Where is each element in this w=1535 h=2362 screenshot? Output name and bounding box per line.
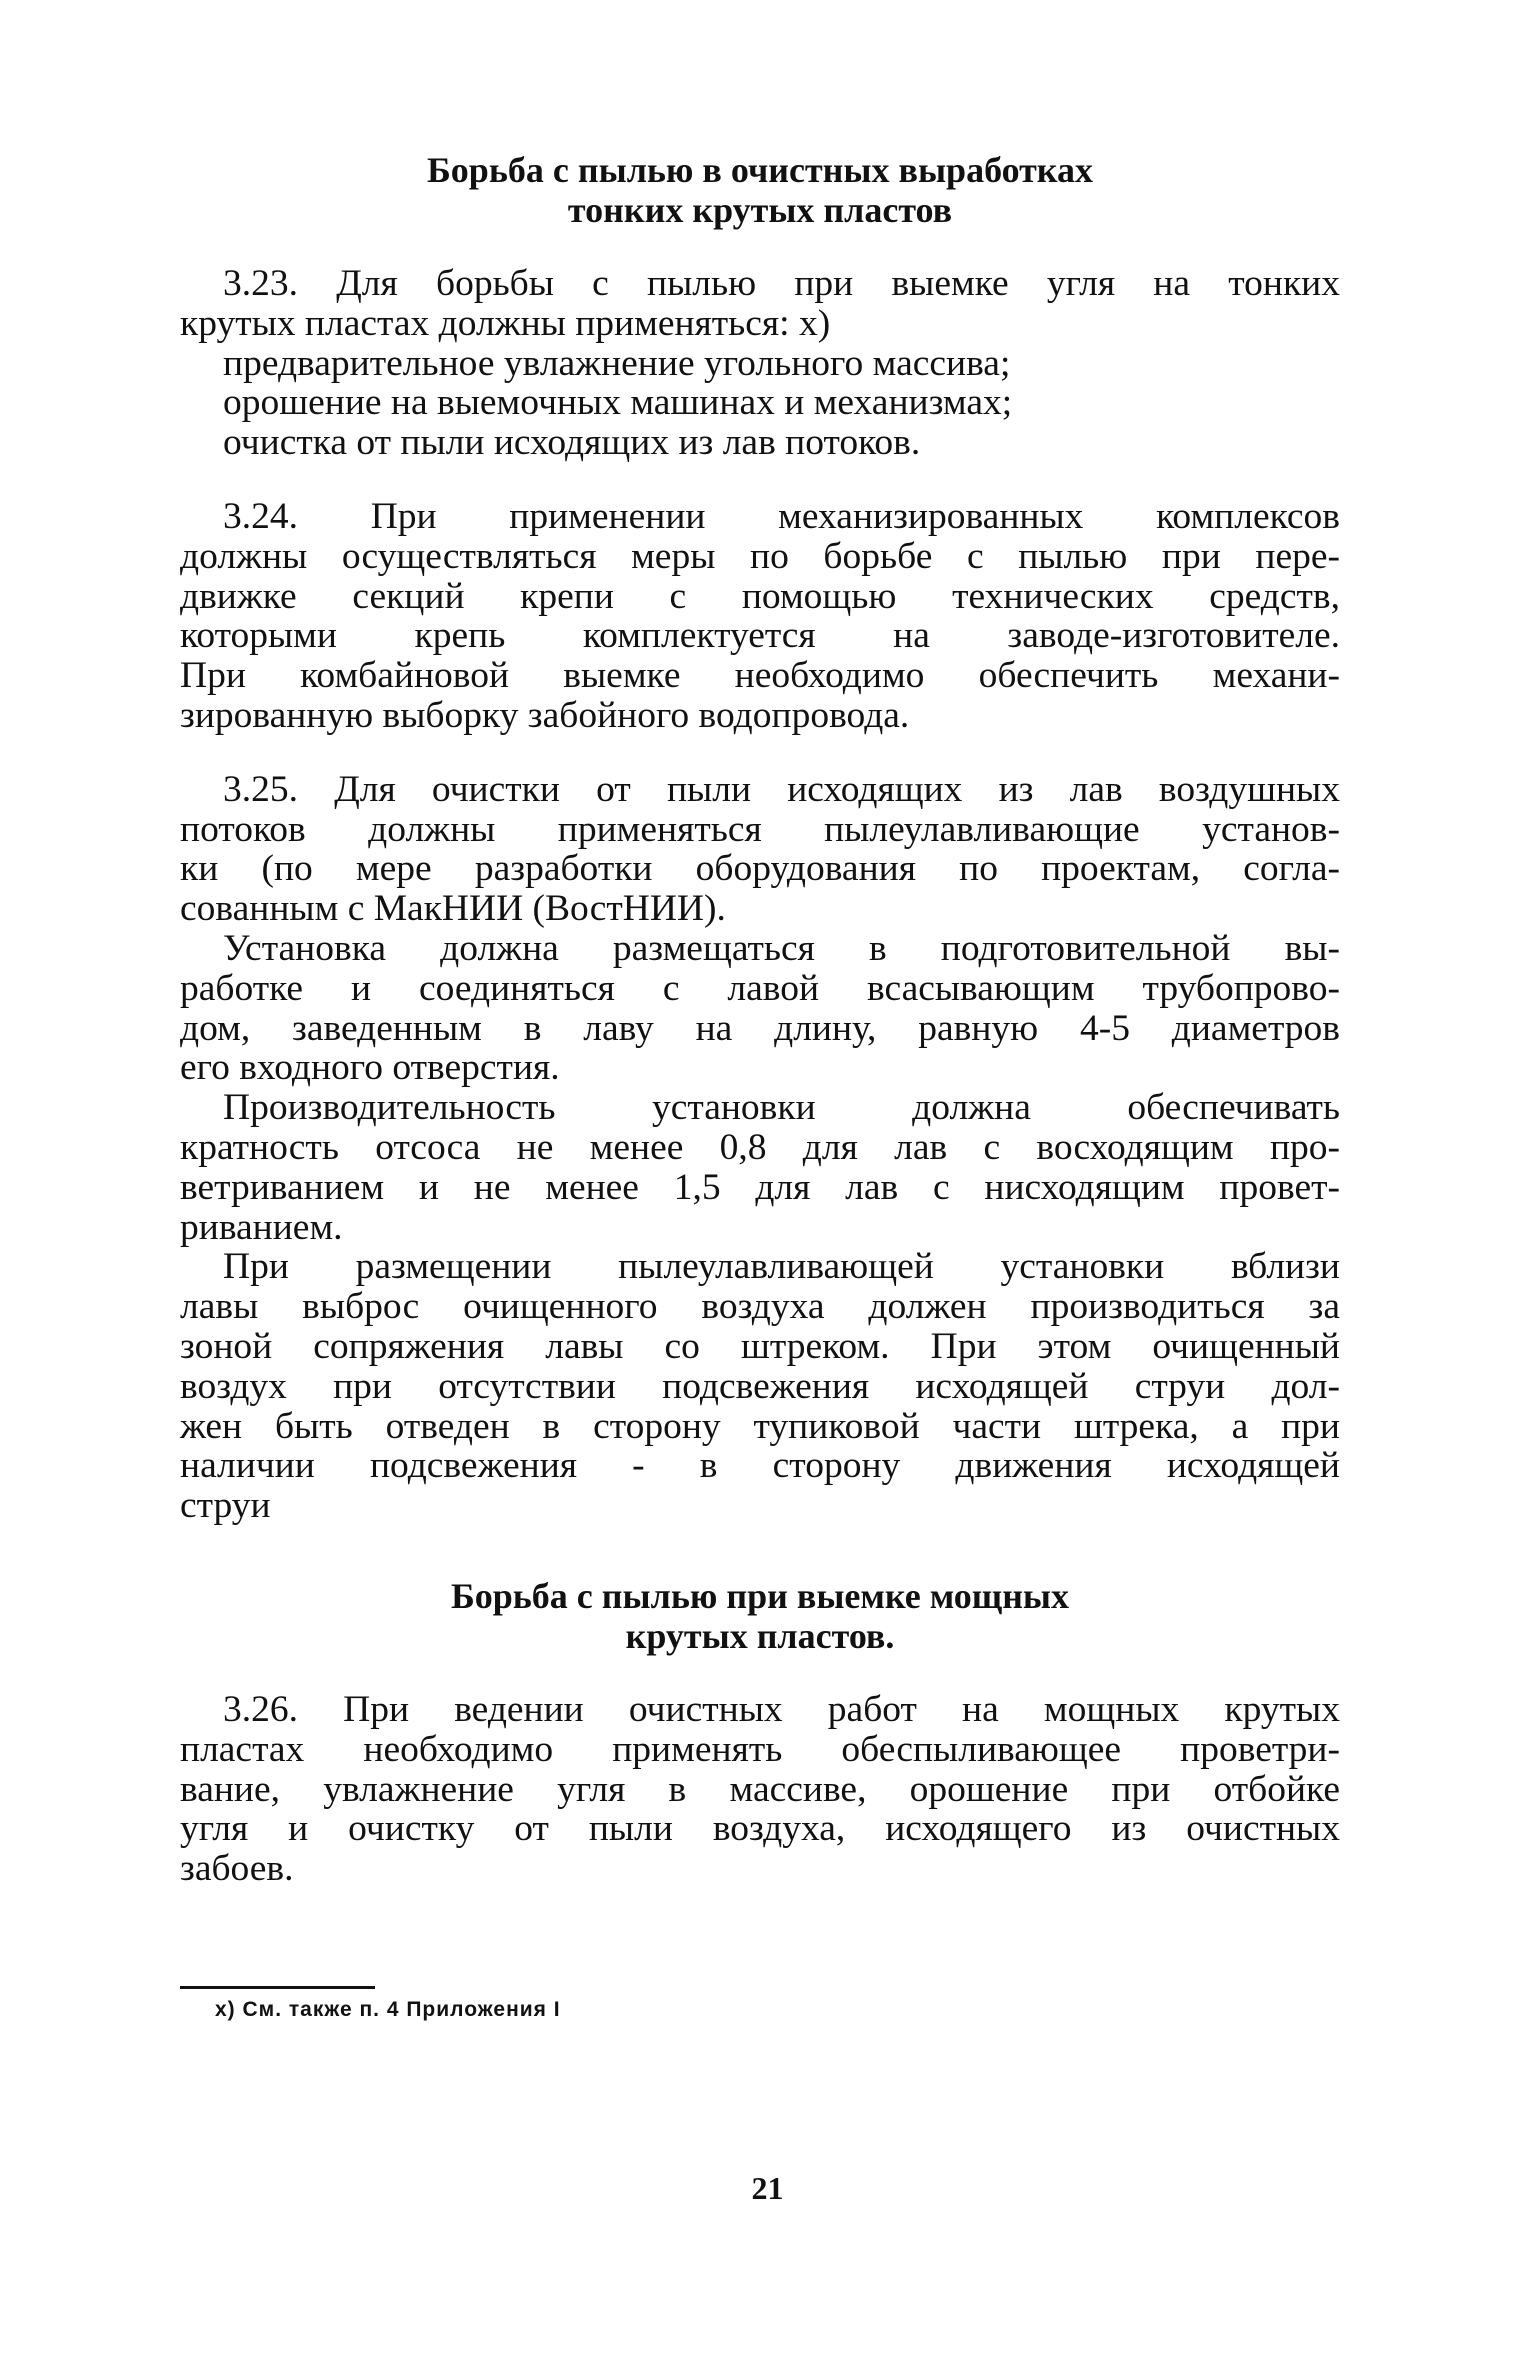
paragraph-3-25 [180, 770, 1340, 1526]
text-line: зоной сопряжения лавы со штреком. При этом очищенный [180, 1325, 1340, 1367]
text-line: его входного отверстия. [180, 1047, 560, 1089]
text-line: движке секций крепи с помощью технических средств, [180, 575, 1340, 617]
text-line: струи [180, 1485, 271, 1527]
list-item: предварительное увлажнение угольного массива; [223, 342, 1011, 384]
text-line: работке и соединяться с лавой всасывающим трубопрово- [180, 967, 1340, 1009]
text-line: воздух при отсутствии подсвежения исходящей струи дол- [180, 1365, 1340, 1407]
text-line: риванием. [180, 1206, 343, 1248]
paragraph-3-24 [180, 497, 1340, 736]
section-heading-thin-steep [180, 150, 1340, 230]
text-line: 3.26. При ведении очистных работ на мощных крутых [223, 1688, 1340, 1730]
page-number: 21 [751, 2170, 784, 2206]
text-line: пластах необходимо применять обеспыливающее проветри- [180, 1728, 1340, 1770]
list-item: орошение на выемочных машинах и механизмах; [223, 382, 1013, 424]
text-line: Установка должна размещаться в подготовительной вы- [223, 927, 1340, 969]
text-line: сованным с МакНИИ (ВостНИИ). [180, 888, 726, 930]
heading-line: тонких крутых пластов [567, 190, 953, 230]
footnote: х) См. также п. 4 Приложения I [215, 1998, 561, 2021]
text-line: зированную выборку забойного водопровода. [180, 694, 910, 736]
text-line: 3.25. Для очистки от пыли исходящих из лав воздушных [223, 768, 1340, 810]
text-line: 3.23. Для борьбы с пылью при выемке угля на тонких [223, 263, 1340, 304]
text-line: кратность отсоса не менее 0,8 для лав с восходящим про- [180, 1126, 1340, 1168]
paragraph-3-23 [180, 264, 1340, 463]
text-line: должны осуществляться меры по борьбе с пылью при пере- [180, 535, 1340, 577]
heading-line: Борьба с пылью при выемке мощных [450, 1575, 1070, 1616]
section-heading-thick-steep [180, 1576, 1340, 1656]
text-line: При комбайновой выемке необходимо обеспечить механи- [180, 655, 1340, 697]
text-line: ки (по мере разработки оборудования по проектам, согла- [180, 848, 1340, 890]
text-line: наличии подсвежения - в сторону движения исходящей [180, 1445, 1340, 1487]
text-line: крутых пластах должны применяться: х) [180, 302, 831, 344]
text-line: дом, заведенным в лаву на длину, равную 4-5 диаметров [180, 1007, 1340, 1049]
text-line: ветриванием и не менее 1,5 для лав с нисходящим провет- [180, 1166, 1340, 1208]
page-content [180, 150, 1340, 1889]
text-line: 3.24. При применении механизированных комплексов [223, 495, 1340, 537]
heading-line: Борьба с пылью в очистных выработках [427, 150, 1093, 190]
text-line: жен быть отведен в сторону тупиковой части штрека, а при [180, 1405, 1340, 1447]
text-line: угля и очистку от пыли воздуха, исходящего из очистных [180, 1808, 1340, 1850]
paragraph-3-26 [180, 1690, 1340, 1889]
text-line: вание, увлажнение угля в массиве, орошение при отбойке [180, 1768, 1340, 1810]
list-item: очистка от пыли исходящих из лав потоков. [223, 422, 921, 464]
text-line: которыми крепь комплектуется на заводе-изготовителе. [180, 615, 1340, 657]
text-line: лавы выброс очищенного воздуха должен производиться за [180, 1286, 1340, 1328]
footnote-divider [180, 1986, 375, 1989]
text-line: забоев. [180, 1848, 294, 1890]
text-line: потоков должны применяться пылеулавливающие установ- [180, 808, 1340, 850]
text-line: При размещении пылеулавливающей установки вблизи [223, 1246, 1340, 1288]
text-line: Производительность установки должна обеспечивать [223, 1087, 1340, 1129]
heading-line: крутых пластов. [625, 1615, 895, 1656]
